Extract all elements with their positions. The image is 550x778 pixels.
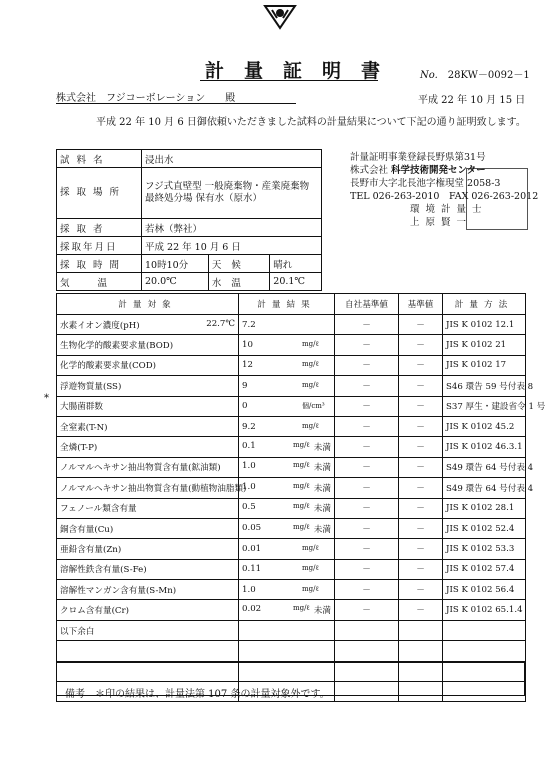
method-cell: S49 環告 64 号付表 4 [443, 457, 526, 477]
method-cell: JIS K 0102 52.4 [443, 518, 526, 538]
result-unit: mg/ℓ [292, 604, 310, 613]
method-cell: JIS K 0102 46.3.1 [443, 437, 526, 457]
own-standard-cell: － [335, 376, 399, 396]
document-number-label: No. [420, 70, 438, 81]
result-qualifier: 未満 [313, 483, 331, 494]
standard-cell [399, 620, 443, 640]
standard-cell: － [399, 478, 443, 498]
sample-label: 気温 [57, 273, 142, 291]
client-name: 株式会社 フジコーボレーション 殿 [56, 93, 236, 104]
empty-cell [57, 641, 239, 661]
issue-date: 平成 22 年 10 月 15 日 [418, 95, 526, 106]
result-value: 0.1 [242, 441, 256, 452]
item-cell [57, 620, 239, 640]
own-standard-cell: － [335, 518, 399, 538]
result-unit: mg/ℓ [302, 584, 319, 593]
result-unit: mg/ℓ [302, 340, 319, 349]
result-cell [239, 600, 335, 620]
item-name: 全燐(T-P) [60, 443, 98, 454]
standard-cell: － [399, 457, 443, 477]
result-cell [239, 559, 335, 579]
item-name: 溶解性マンガン含有量(S-Mn) [60, 585, 177, 596]
result-unit: mg/ℓ [292, 502, 310, 511]
lab-address: 長野市大字北長池字権現堂 2058-3 [350, 178, 501, 189]
empty-cell [443, 641, 526, 661]
header-result: 計量結果 [239, 294, 335, 315]
result-cell [239, 376, 335, 396]
item-cell [57, 478, 247, 498]
own-standard-cell: － [335, 416, 399, 436]
standard-cell: － [399, 396, 443, 416]
sample-label: 採取場所 [57, 168, 142, 219]
own-standard-cell: － [335, 539, 399, 559]
item-cell [57, 580, 239, 600]
empty-cell [335, 641, 399, 661]
sample-row [57, 150, 322, 168]
result-unit: 個/cm³ [302, 402, 325, 411]
result-qualifier: 未満 [313, 606, 331, 617]
item-cell [57, 539, 239, 559]
item-cell [57, 600, 239, 620]
result-value: 12 [242, 360, 253, 371]
table-row [57, 580, 526, 600]
results-header-row [57, 294, 526, 315]
document-number-value: 28KW－0092－1 [447, 70, 530, 81]
table-row [57, 416, 526, 436]
header-own-standard: 自社基準値 [335, 294, 399, 315]
sample-value: 10時10分 [142, 255, 209, 273]
title-underline [200, 80, 378, 81]
result-unit: mg/ℓ [302, 564, 319, 573]
result-unit: mg/ℓ [292, 441, 310, 450]
result-cell [239, 580, 335, 600]
standard-cell: － [399, 518, 443, 538]
result-value: 10 [242, 340, 253, 351]
table-row [57, 355, 526, 375]
result-cell [239, 315, 335, 335]
result-value: 0.05 [242, 522, 262, 533]
item-name: 生物化学的酸素要求量(BOD) [60, 341, 174, 352]
own-standard-cell: － [335, 580, 399, 600]
result-cell [239, 539, 335, 559]
sample-value: 20.0℃ [142, 273, 209, 291]
item-cell [57, 559, 239, 579]
sample-info-table [56, 149, 322, 291]
item-name: 銅含有量(Cu) [60, 524, 114, 535]
header-standard: 基準値 [399, 294, 443, 315]
item-name: 全窒素(T-N) [60, 422, 108, 433]
method-cell: JIS K 0102 28.1 [443, 498, 526, 518]
result-cell [239, 478, 335, 498]
result-unit: mg/ℓ [302, 421, 319, 430]
sample-label: 水温 [208, 273, 269, 291]
result-qualifier: 未満 [313, 524, 331, 535]
own-standard-cell: － [335, 437, 399, 457]
result-value: 9 [242, 380, 248, 391]
table-row [57, 376, 526, 396]
standard-cell: － [399, 315, 443, 335]
table-row [57, 478, 526, 498]
lab-company-prefix: 株式会社 [350, 165, 389, 176]
result-value: 0.11 [242, 564, 262, 575]
item-name: 大腸菌群数 [60, 402, 103, 413]
certifier-name: 上原賢一 [410, 217, 473, 228]
sample-row [57, 168, 322, 219]
own-standard-cell: － [335, 457, 399, 477]
results-body [57, 294, 546, 702]
sample-label: 試料名 [57, 150, 142, 168]
item-cell [57, 416, 239, 436]
method-cell: S37 厚生・建設省令 1 号 [443, 396, 526, 416]
sample-value: 20.1℃ [270, 273, 322, 291]
table-row [57, 518, 526, 538]
item-name: クロム含有量(Cr) [60, 606, 129, 617]
table-row [57, 457, 526, 477]
item-name: 浮遊物質量(SS) [60, 381, 122, 392]
result-cell [239, 498, 335, 518]
item-cell [57, 498, 239, 518]
item-name: ノルマルヘキサン抽出物質含有量(鉱油類) [60, 463, 221, 474]
standard-cell: － [399, 437, 443, 457]
certifier-title: 環境計量士 [410, 204, 488, 215]
item-cell [57, 376, 239, 396]
method-cell: JIS K 0102 56.4 [443, 580, 526, 600]
result-cell [239, 355, 335, 375]
result-cell [239, 437, 335, 457]
own-standard-cell: － [335, 396, 399, 416]
lab-info [350, 151, 538, 229]
item-temperature: 22.7℃ [206, 318, 235, 329]
standard-cell: － [399, 335, 443, 355]
result-cell [239, 518, 335, 538]
table-row [57, 559, 526, 579]
item-cell [57, 396, 239, 416]
lab-tel-fax: TEL 026-263-2010 FAX 026-263-2012 [350, 191, 539, 202]
result-cell [239, 620, 335, 640]
empty-row [57, 641, 526, 661]
table-row [57, 498, 526, 518]
method-cell: S46 環告 59 号付表 8 [443, 376, 526, 396]
result-qualifier: 未満 [313, 463, 331, 474]
sample-row [57, 273, 322, 291]
standard-cell: － [399, 376, 443, 396]
standard-cell: － [399, 416, 443, 436]
remarks-box [56, 662, 525, 700]
own-standard-cell: － [335, 559, 399, 579]
remarks-text: 備考 ＊印の結果は、計量法第 107 条の計量対象外です。 [65, 689, 330, 700]
asterisk-mark: * [44, 393, 49, 404]
intro-text: 平成 22 年 10 月 6 日御依頼いただきました試料の計量結果について下記の通り証明致します。 [96, 117, 526, 128]
result-value: 1.0 [242, 584, 256, 595]
own-standard-cell: － [335, 315, 399, 335]
item-cell [57, 355, 239, 375]
own-standard-cell: － [335, 355, 399, 375]
sample-value: フジ式直壁型 一般廃棄物・産業廃棄物最終処分場 保有水（原水） [145, 181, 310, 204]
document-title: 計量証明書 [205, 60, 401, 82]
result-cell [239, 396, 335, 416]
sample-label: 採取時間 [57, 255, 142, 273]
result-value: 9.2 [242, 421, 256, 432]
own-standard-cell: － [335, 600, 399, 620]
sample-row [57, 237, 322, 255]
method-cell: JIS K 0102 17 [443, 355, 526, 375]
standard-cell: － [399, 355, 443, 375]
standard-cell: － [399, 498, 443, 518]
own-standard-cell: － [335, 498, 399, 518]
sample-label: 天候 [208, 255, 269, 273]
method-cell: JIS K 0102 21 [443, 335, 526, 355]
lab-company [350, 164, 538, 177]
sample-location [142, 168, 322, 219]
result-cell [239, 416, 335, 436]
sample-value: 平成 22 年 10 月 6 日 [142, 237, 322, 255]
sample-value: 浸出水 [142, 150, 322, 168]
result-unit: mg/ℓ [302, 543, 319, 552]
sample-value: 晴れ [270, 255, 322, 273]
method-cell: JIS K 0102 57.4 [443, 559, 526, 579]
result-cell [239, 457, 335, 477]
method-cell: JIS K 0102 12.1 [443, 315, 526, 335]
own-standard-cell [335, 620, 399, 640]
item-name: 水素イオン濃度(pH) [60, 320, 140, 331]
method-cell: JIS K 0102 53.3 [443, 539, 526, 559]
sample-label: 採取年月日 [57, 237, 142, 255]
item-cell [57, 457, 239, 477]
result-value: 7.2 [242, 319, 256, 330]
standard-cell: － [399, 539, 443, 559]
item-cell [57, 437, 239, 457]
sample-value: 若林（弊社） [142, 219, 322, 237]
sample-row [57, 255, 322, 273]
result-cell [239, 335, 335, 355]
standard-cell: － [399, 559, 443, 579]
item-name: 以下余白 [60, 626, 95, 637]
table-row [57, 600, 526, 620]
result-qualifier: 未満 [313, 443, 331, 454]
table-row [57, 315, 526, 335]
own-standard-cell: － [335, 335, 399, 355]
emblem-logo [263, 2, 297, 30]
lab-registration: 計量証明事業登録長野県第31号 [350, 152, 486, 163]
result-unit: mg/ℓ [302, 380, 319, 389]
header-method: 計量方法 [443, 294, 526, 315]
document-number [420, 66, 530, 81]
header-item: 計量対象 [57, 294, 239, 315]
lab-company-name: 科学技術開発センター [391, 165, 486, 176]
table-row [57, 620, 526, 640]
result-value: 0.5 [242, 502, 256, 513]
result-value: 0 [242, 401, 248, 412]
result-value: 1.0 [242, 481, 256, 492]
result-value: 1.0 [242, 461, 256, 472]
empty-cell [239, 641, 335, 661]
table-row [57, 437, 526, 457]
table-row [57, 335, 526, 355]
item-cell [57, 335, 239, 355]
method-cell: JIS K 0102 45.2 [443, 416, 526, 436]
item-name: フェノール類含有量 [60, 504, 137, 515]
result-unit: mg/ℓ [292, 481, 310, 490]
item-cell [57, 518, 239, 538]
sample-row [57, 219, 322, 237]
own-standard-cell: － [335, 478, 399, 498]
standard-cell: － [399, 600, 443, 620]
method-cell: JIS K 0102 65.1.4 [443, 600, 526, 620]
result-value: 0.01 [242, 543, 262, 554]
item-cell [57, 315, 239, 335]
result-unit: mg/ℓ [292, 522, 310, 531]
empty-cell [399, 641, 443, 661]
item-name: ノルマルヘキサン抽出物質含有量(動植物油脂類) [60, 483, 247, 494]
standard-cell: － [399, 580, 443, 600]
client-underline [56, 103, 296, 104]
method-cell [443, 620, 526, 640]
table-row [57, 396, 526, 416]
item-name: 亜鉛含有量(Zn) [60, 544, 122, 555]
result-qualifier: 未満 [313, 504, 331, 515]
sample-label: 採取者 [57, 219, 142, 237]
item-name: 化学的酸素要求量(COD) [60, 361, 156, 372]
result-unit: mg/ℓ [292, 461, 310, 470]
result-value: 0.02 [242, 604, 262, 615]
results-table [56, 293, 546, 702]
result-unit: mg/ℓ [302, 360, 319, 369]
method-cell: S49 環告 64 号付表 4 [443, 478, 526, 498]
table-row [57, 539, 526, 559]
item-name: 溶解性鉄含有量(S-Fe) [60, 565, 147, 576]
